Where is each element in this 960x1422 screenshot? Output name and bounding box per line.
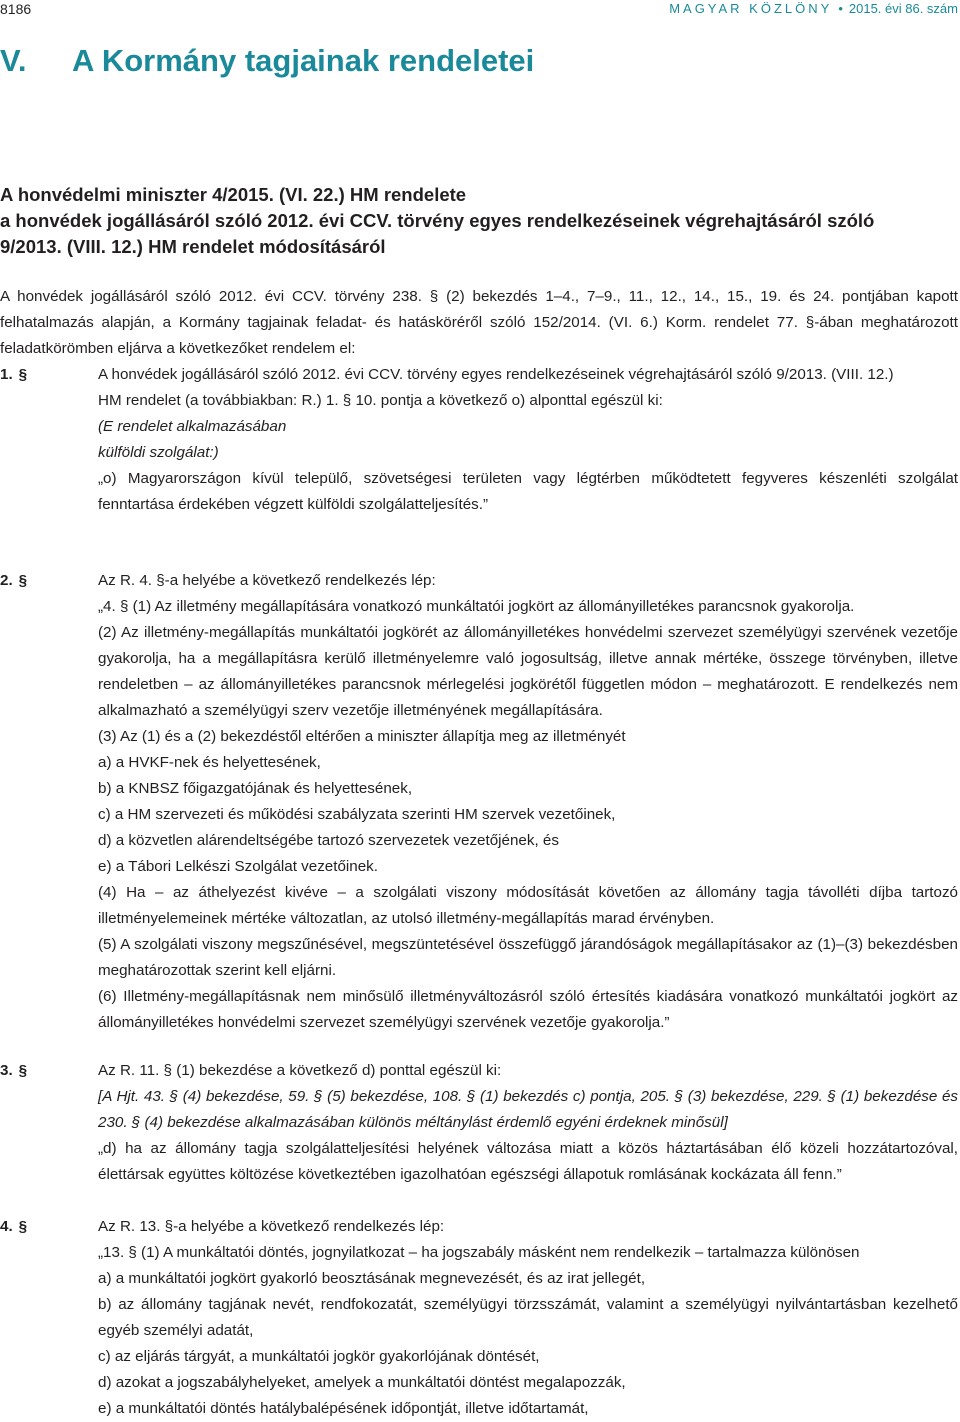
paragraph-line: e) a munkáltatói döntés hatálybalépésének időpontját, illetve időtartamát, [98, 1400, 589, 1417]
section-sign: § [18, 366, 28, 383]
paragraph-line: (5) A szolgálati viszony megszűnésével, megszüntetésével összefüggő járandóságok megállapításakor az (1)–(3) bekezdésben meghatározottak szerint kell eljárni. [98, 936, 958, 979]
paragraph-number [0, 568, 27, 594]
paragraph-line: b) az állomány tagjának nevét, rendfokozatát, személyügyi törzsszámát, valamint a személyügyi nyilvántartásban kezelhető egyéb személyi adatát, [98, 1296, 958, 1339]
paragraph-number [0, 362, 27, 388]
paragraph-line: e) a Tábori Lelkészi Szolgálat vezetőinek. [98, 858, 378, 875]
paragraph-3 [0, 1058, 958, 1188]
page-number: 8186 [0, 1, 32, 17]
section-numeral: V. [0, 43, 27, 78]
paragraph-2 [0, 568, 958, 1036]
section-sign: § [18, 572, 28, 589]
paragraph-line: a) a munkáltatói jogkört gyakorló beosztásának megnevezését, és az irat jellegét, [98, 1270, 646, 1287]
paragraph-line: (2) Az illetmény-megállapítás munkáltatói jogkörét az állományilletékes honvédelmi szervezet személyügyi szervének vezetője gyakorolja, ha a megállapításra kerülő illetményelemre való jogosultság, illetve annak mértéke, összege törvényben, illetve rendeletben – az állományilletékes parancsnok mérlegelési jogkörétől független módon – meghatározott. E rendelkezés nem alkalmazható a személyügyi szerv vezetője illetményének megállapítására. [98, 624, 958, 719]
paragraph-1 [0, 362, 958, 518]
decree-title-line: 9/2013. (VIII. 12.) HM rendelet módosításáról [0, 236, 386, 257]
paragraph-number-value: 1. [0, 366, 13, 383]
paragraph-line: Az R. 13. §-a helyébe a következő rendelkezés lép: [98, 1218, 445, 1235]
journal-name: MAGYAR KÖZLÖNY [669, 1, 833, 16]
paragraph-line: „13. § (1) A munkáltatói döntés, jognyilatkozat – ha jogszabály másként nem rendelkezik – tartalmazza különösen [98, 1244, 860, 1261]
paragraph-line: c) a HM szervezeti és működési szabályzata szerinti HM szervek vezetőinek, [98, 806, 616, 823]
section-heading [0, 42, 960, 80]
decree-title [0, 182, 900, 260]
paragraph-body [98, 568, 958, 1036]
preamble: A honvédek jogállásáról szóló 2012. évi CCV. törvény 238. § (2) bekezdés 1–4., 7–9., 11., 12., 14., 15., 19. és 24. pontjában kapott felhatalmazás alapján, a Kormány tagjainak feladat- és hatásköréről szóló 152/2014. (VI. 6.) Korm. rendelet 77. §-ában meghatározott feladatkörömben eljárva a következőket rendelem el: [0, 288, 958, 357]
header-separator: • [838, 1, 843, 16]
paragraph-number-value: 3. [0, 1062, 13, 1079]
paragraph-line: „4. § (1) Az illetmény megállapítására vonatkozó munkáltatói jogkört az állományilletékes parancsnok gyakorolja. [98, 598, 855, 615]
section-title: A Kormány tagjainak rendeletei [72, 43, 535, 78]
paragraph-line: „o) Magyarországon kívül települő, szövetségesi területen vagy légtérben működtetett fegyveres készenléti szolgálat fenntartása érdekében végzett külföldi szolgálatteljesítés.” [98, 470, 958, 513]
paragraph-line: [A Hjt. 43. § (4) bekezdése, 59. § (5) bekezdése, 108. § (1) bekezdés c) pontja, 205. § (3) bekezdése, 229. § (1) bekezdése és 230. § (4) bekezdése alkalmazásában különös méltánylást érdemlő egyéni érdeknek minősül] [98, 1088, 958, 1131]
decree-title-line: A honvédelmi miniszter 4/2015. (VI. 22.) HM rendelete [0, 184, 467, 205]
paragraph-line: A honvédek jogállásáról szóló 2012. évi CCV. törvény egyes rendelkezéseinek végrehajtásáról szóló 9/2013. (VIII. 12.) [98, 366, 894, 383]
paragraph-line: „d) ha az állomány tagja szolgálatteljesítési helyének változása miatt a közös háztartásában élő közeli hozzátartozóval, élettársak együttes költözése következtében igazolhatóan egészségi állapotuk romlásának kockázata áll fenn.” [98, 1140, 958, 1183]
paragraph-line: (4) Ha – az áthelyezést kivéve – a szolgálati viszony módosítását követően az állomány tagja távolléti díjba tartozó illetményelemeinek mértéke változatlan, az utolsó illetmény-megállapítás marad érvényben. [98, 884, 958, 927]
paragraph-line: Az R. 4. §-a helyébe a következő rendelkezés lép: [98, 572, 436, 589]
issue-label: 2015. évi 86. szám [848, 1, 958, 16]
paragraph-line: HM rendelet (a továbbiakban: R.) 1. § 10. pontja a következő o) alponttal egészül ki: [98, 392, 663, 409]
paragraph-number [0, 1214, 27, 1240]
paragraph-line: (6) Illetmény-megállapításnak nem minősülő illetményváltozásról szóló értesítés kiadására vonatkozó munkáltatói jogkört az állományilletékes honvédelmi szervezet személyügyi szervének vezetője gyakorolja.” [98, 988, 958, 1031]
paragraph-line: (3) Az (1) és a (2) bekezdéstől eltérően a miniszter állapítja meg az illetményét [98, 728, 626, 745]
paragraph-line: (E rendelet alkalmazásában [98, 418, 287, 435]
section-sign: § [18, 1218, 28, 1235]
paragraph-body [98, 1214, 958, 1422]
paragraph-line: Az R. 11. § (1) bekezdése a következő d) ponttal egészül ki: [98, 1062, 502, 1079]
paragraph-4 [0, 1214, 958, 1422]
paragraph-number-value: 2. [0, 572, 13, 589]
paragraph-body [98, 362, 958, 518]
paragraph-line: c) az eljárás tárgyát, a munkáltatói jogkör gyakorlójának döntését, [98, 1348, 540, 1365]
paragraph-line: d) a közvetlen alárendeltségébe tartozó szervezetek vezetőjének, és [98, 832, 559, 849]
paragraph-line: külföldi szolgálat:) [98, 444, 219, 461]
running-header [0, 0, 960, 20]
section-sign: § [18, 1062, 28, 1079]
paragraph-body [98, 1058, 958, 1188]
paragraph-number-value: 4. [0, 1218, 13, 1235]
journal-title [669, 1, 958, 17]
paragraph-line: a) a HVKF-nek és helyettesének, [98, 754, 321, 771]
paragraph-line: d) azokat a jogszabályhelyeket, amelyek a munkáltatói döntést megalapozzák, [98, 1374, 626, 1391]
decree-title-line: a honvédek jogállásáról szóló 2012. évi CCV. törvény egyes rendelkezéseinek végrehajtásáról szóló [0, 210, 875, 231]
paragraph-number [0, 1058, 27, 1084]
paragraph-line: b) a KNBSZ főigazgatójának és helyettesének, [98, 780, 413, 797]
